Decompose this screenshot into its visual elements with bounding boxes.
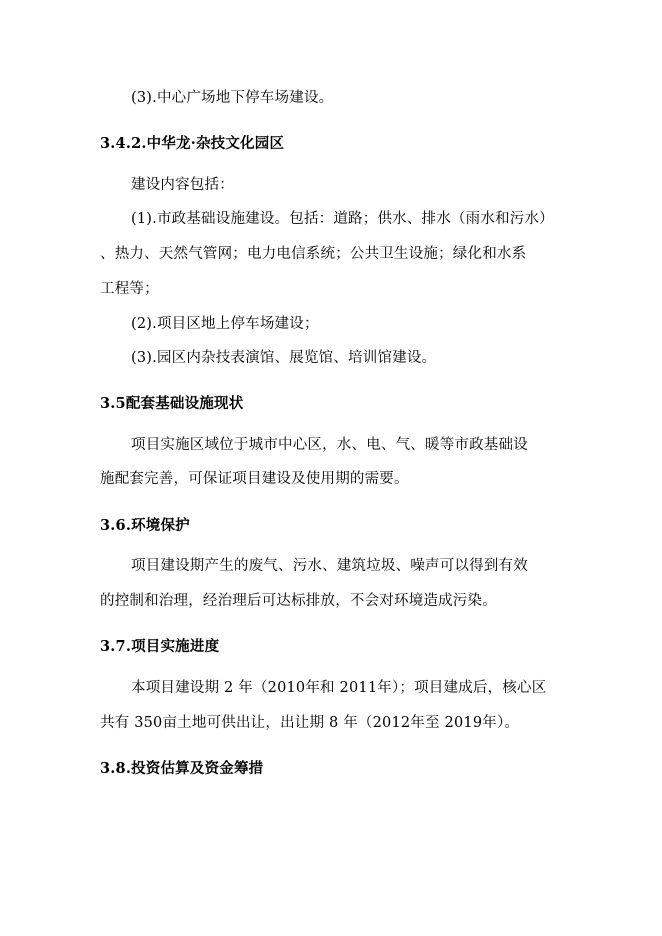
section-heading-3-6: 3.6.环境保护 <box>100 517 190 534</box>
section-heading-3-5: 3.5配套基础设施现状 <box>100 395 244 412</box>
section-heading-3-4-2: 3.4.2.中华龙·杂技文化园区 <box>100 135 285 152</box>
paragraph-environment-2: 的控制和治理，经治理后可达标排放，不会对环境造成污染。 <box>100 593 497 609</box>
list-item-infrastructure-cont: 、热力、天然气管网；电力电信系统；公共卫生设施；绿化和水系 <box>100 246 527 262</box>
paragraph-facilities-1: 项目实施区域位于城市中心区，水、电、气、暖等市政基础设 <box>131 437 528 453</box>
section-heading-3-8: 3.8.投资估算及资金筹措 <box>100 760 264 777</box>
paragraph-environment-1: 项目建设期产生的废气、污水、建筑垃圾、噪声可以得到有效 <box>131 558 528 574</box>
section-heading-3-7: 3.7.项目实施进度 <box>100 638 220 655</box>
paragraph-schedule-2: 共有 350亩土地可供出让，出让期 8 年（2012年至 2019年）。 <box>100 715 520 731</box>
list-item-infrastructure-end: 工程等； <box>100 281 159 297</box>
list-item-parking-central: (3).中心广场地下停车场建设。 <box>131 90 334 106</box>
list-item-parking-ground: (2).项目区地上停车场建设； <box>131 316 319 332</box>
paragraph-schedule-1: 本项目建设期 2 年（2010年和 2011年）；项目建成后，核心区 <box>131 680 547 696</box>
list-item-infrastructure: (1).市政基础设施建设。包括：道路；供水、排水（雨水和污水） <box>131 211 554 227</box>
paragraph-facilities-2: 施配套完善，可保证项目建设及使用期的需要。 <box>100 471 409 487</box>
list-item-venues: (3).园区内杂技表演馆、展览馆、培训馆建设。 <box>131 350 437 366</box>
paragraph-intro: 建设内容包括： <box>131 177 234 193</box>
